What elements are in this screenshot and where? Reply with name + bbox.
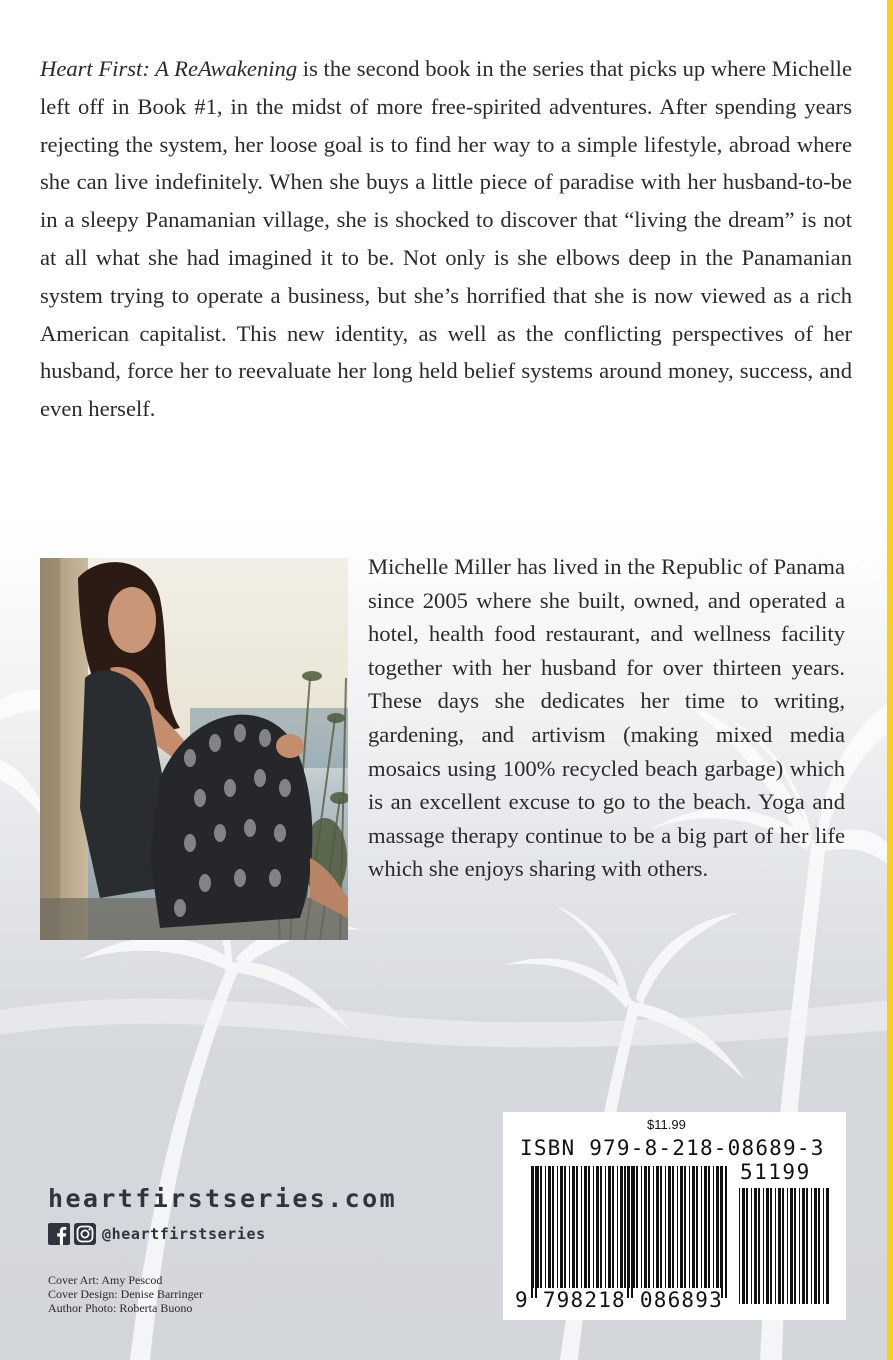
blurb-text: is the second book in the series that picks up where Michelle left off in Book #1, in the midst of more free-spirited adventures. After spending years rejecting the system, her loose goal is to find her way to a simple lifestyle, abroad where she can live indefinitely. When she buys a little piece of paradise with her husband-to-be in a sleepy Panamanian village, she is shocked to discover that “living the dream” is not at all what she had imagined it to be. Not only is she elbows deep in the Panamanian system trying to operate a business, but she’s horrified that she is now viewed as a rich American capitalist. This new identity, as well as the conflicting perspectives of her husband, force her to reevaluate her long held belief systems around money, success, and even herself. <box>40 56 852 422</box>
isbn-barcode-box <box>503 1112 846 1320</box>
barcode-digits <box>515 1288 737 1312</box>
credit-cover-art: Cover Art: Amy Pescod <box>48 1273 163 1287</box>
book-blurb <box>40 50 852 428</box>
yellow-spine-edge <box>887 0 893 1360</box>
social-links <box>48 1223 266 1245</box>
barcode-digit-first: 9 <box>515 1288 529 1312</box>
author-photo <box>40 558 348 940</box>
credits <box>48 1273 203 1315</box>
facebook-icon[interactable] <box>48 1223 70 1245</box>
social-handle[interactable]: @heartfirstseries <box>102 1225 266 1243</box>
addon-digits: 51199 <box>740 1160 811 1184</box>
credit-author-photo: Author Photo: Roberta Buono <box>48 1301 193 1315</box>
website-url[interactable]: heartfirstseries.com <box>48 1184 398 1213</box>
isbn-label: ISBN 979-8-218-08689-3 <box>520 1136 825 1160</box>
price-label: $11.99 <box>647 1117 686 1132</box>
instagram-icon[interactable] <box>74 1223 96 1245</box>
author-bio: Michelle Miller has lived in the Republic of Panama since 2005 where she built, owned, and operated a hotel, health food restaurant, and wellness facility together with her husband for over thirteen years. These days she dedicates her time to writing, gardening, and artivism (making mixed media mosaics using 100% recycled beach garbage) which is an excellent excuse to go to the beach. Yoga and massage therapy continue to be a big part of her life which she enjoys sharing with others. <box>368 554 845 882</box>
credit-cover-design: Cover Design: Denise Barringer <box>48 1287 203 1301</box>
book-title: Heart First: A ReAwakening <box>40 56 298 81</box>
barcode-digits-left: 798218 <box>542 1288 626 1312</box>
barcode-digits-right: 086893 <box>639 1288 723 1312</box>
